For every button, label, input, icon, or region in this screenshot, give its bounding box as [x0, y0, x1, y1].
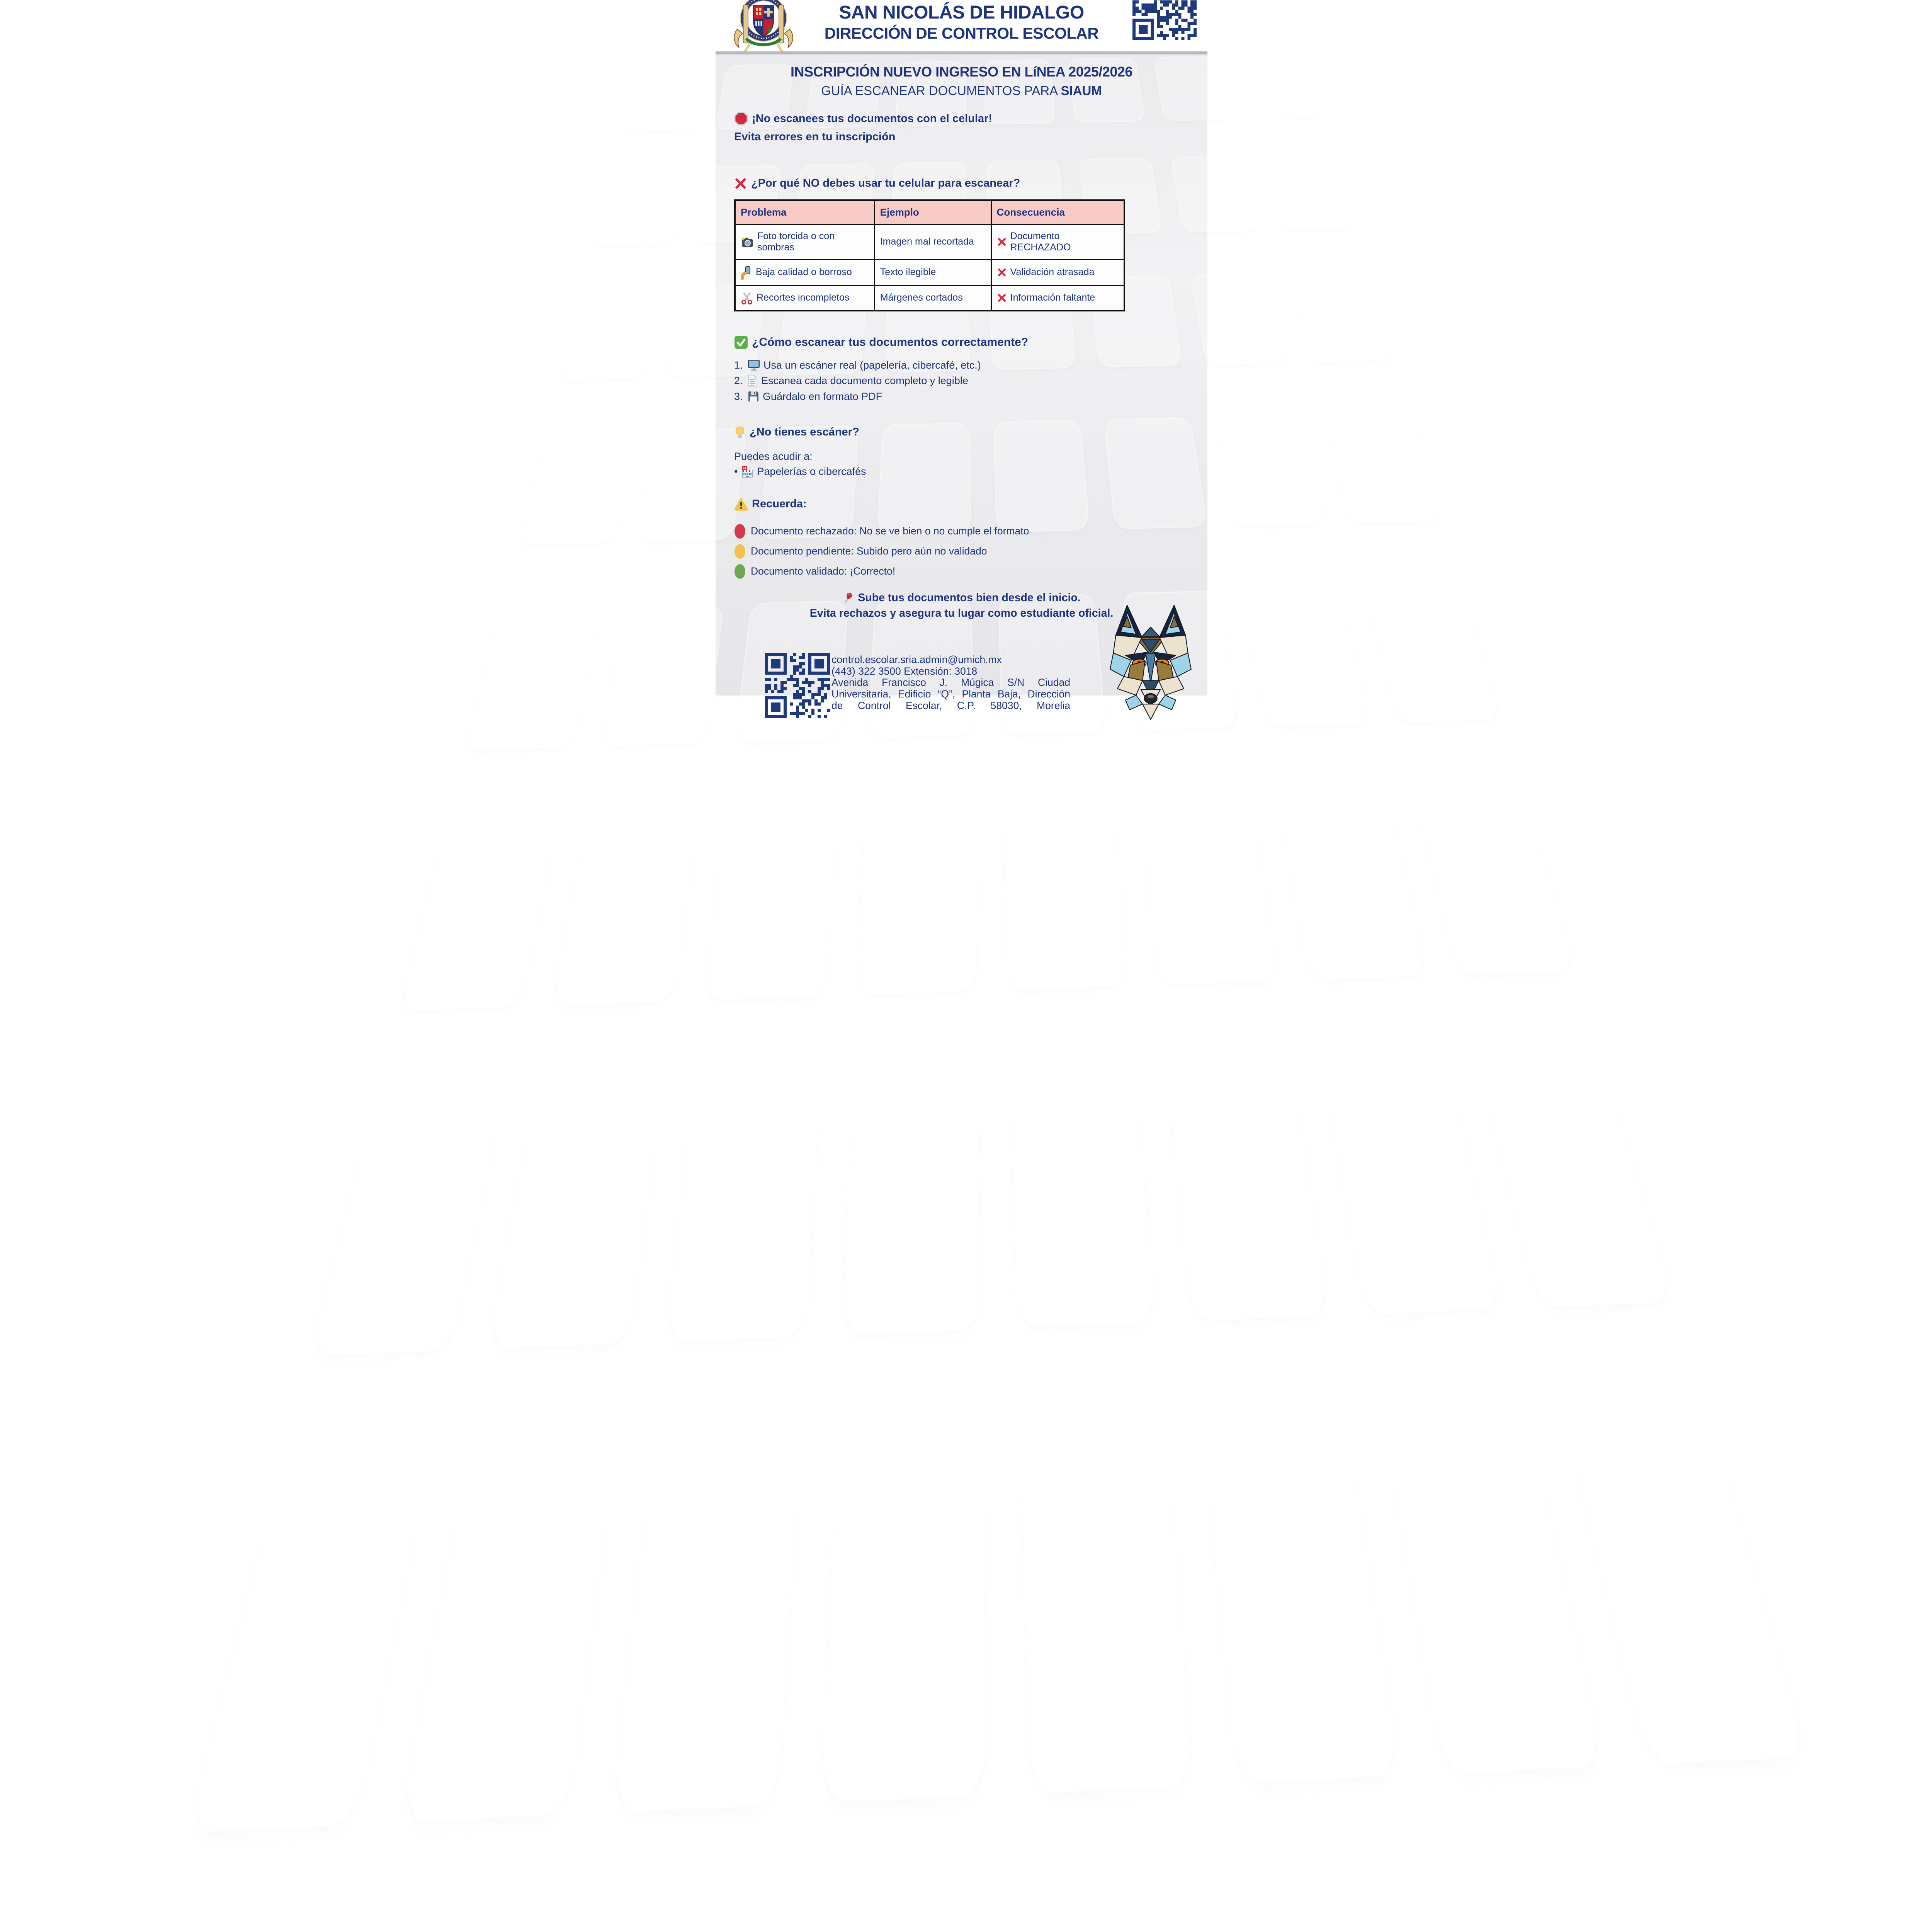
no-scanner-heading: ¿No tienes escáner? [750, 426, 859, 439]
contact-address-line1: Avenida Francisco J. Múgica S/N Ciudad [831, 677, 1070, 689]
list-item [734, 391, 1189, 403]
stop-sign-icon [734, 112, 748, 126]
hero-titles [734, 54, 1189, 98]
step-text: Escanea cada documento completo y legible [761, 375, 968, 387]
step-number: 3. [734, 390, 743, 402]
intro-line2: Evita errores en tu inscripción [734, 130, 896, 143]
flyer-page [716, 0, 1207, 711]
cta-line2: Evita rechazos y asegura tu lugar como estudiante oficial. [809, 607, 1114, 620]
red-cross-icon [734, 177, 747, 190]
cell-consecuencia: Validación atrasada [1010, 267, 1095, 278]
pushpin-icon [842, 592, 854, 604]
red-status-dot [734, 524, 746, 539]
col-header-ejemplo: Ejemplo [874, 200, 991, 224]
store-sign-text: 24 [743, 466, 746, 470]
document-icon [748, 375, 758, 387]
geometric-wolf-mascot-illustration [1102, 604, 1199, 719]
table-row [735, 259, 1124, 285]
contact-address-line3: de Control Escolar, C.P. 58030, Morelia [831, 699, 1070, 711]
green-check-icon [734, 335, 748, 349]
institution-name: SAN NICOLÁS DE HIDALGO [839, 2, 1084, 23]
no-scanner-intro: Puedes acudir a: [734, 450, 813, 462]
intro-warning [734, 110, 1189, 146]
step-text: Usa un escáner real (papelería, cibercafé, etc.) [763, 359, 981, 371]
bullet-marker: • [734, 465, 738, 477]
contact-phone: (443) 322 3500 Extensión: 3018 [831, 665, 978, 677]
yellow-status-dot [734, 544, 746, 559]
cell-problema: Foto torcida o con sombras [757, 230, 835, 253]
flyer-title: INSCRIPCIÓN NUEVO INGRESO EN LíNEA 2025/2026 [791, 64, 1132, 80]
status-legend [734, 524, 1189, 579]
scissors-icon [741, 292, 753, 304]
no-scanner-section [734, 426, 1189, 478]
why-heading: ¿Por qué NO debes usar tu celular para escanear? [751, 177, 1020, 190]
camera-flash-icon [741, 236, 754, 248]
subtitle-siaum: SIAUM [1061, 83, 1102, 98]
flyer-subtitle [734, 83, 1189, 98]
flyer-body [716, 54, 1207, 621]
cell-consecuencia: Documento RECHAZADO [1010, 230, 1071, 253]
list-item [734, 564, 1189, 579]
cell-problema: Recortes incompletos [757, 292, 850, 303]
qr-code-top [1132, 0, 1197, 40]
status-text: Documento pendiente: Subido pero aún no validado [751, 545, 987, 557]
floppy-disk-icon [748, 391, 759, 402]
desktop-computer-icon [748, 359, 760, 371]
col-header-problema: Problema [735, 200, 874, 224]
contact-email: control.escolar.sria.admin@umich.mx [831, 654, 1002, 665]
intro-line1: ¡No escanees tus documentos con el celular! [752, 112, 993, 125]
col-header-consecuencia: Consecuencia [991, 200, 1124, 224]
remember-heading: Recuerda: [752, 497, 807, 510]
red-cross-icon [997, 237, 1007, 247]
why-section [734, 177, 1189, 311]
cell-ejemplo: Márgenes cortados [880, 292, 963, 303]
cell-ejemplo: Imagen mal recortada [880, 236, 974, 247]
scan-steps-list [734, 359, 1189, 403]
step-number: 1. [734, 359, 743, 371]
cell-consecuencia: Información faltante [1010, 292, 1095, 303]
list-item [734, 375, 1189, 387]
selfie-phone-icon [741, 266, 752, 279]
status-text: Documento validado: ¡Correcto! [751, 565, 896, 577]
how-heading: ¿Cómo escanear tus documentos correctamente? [752, 335, 1029, 349]
red-cross-icon [997, 293, 1007, 303]
problems-table [734, 199, 1125, 311]
table-row [735, 285, 1124, 311]
list-item [734, 359, 1189, 371]
subtitle-text: GUÍA ESCANEAR DOCUMENTOS PARA [821, 83, 1061, 98]
cell-ejemplo: Texto ilegible [880, 267, 936, 278]
list-item [734, 466, 1189, 478]
convenience-store-icon [741, 466, 753, 478]
list-item [734, 544, 1189, 559]
contact-block [831, 655, 1070, 712]
qr-code-footer [765, 653, 830, 718]
remember-section [734, 498, 1189, 579]
contact-address-line2: Universitaria, Edificio “Q”, Planta Baja, Dirección [831, 688, 1070, 700]
step-number: 2. [734, 375, 743, 387]
list-item [734, 524, 1189, 539]
table-header-row [735, 200, 1124, 224]
university-crest-logo [725, 0, 802, 54]
step-text: Guárdalo en formato PDF [763, 390, 882, 402]
warning-triangle-icon [734, 498, 748, 510]
status-text: Documento rechazado: No se ve bien o no cumple el formato [751, 525, 1029, 537]
cell-problema: Baja calidad o borroso [756, 267, 852, 278]
divider-strip [716, 51, 1207, 54]
department-name: DIRECCIÓN DE CONTROL ESCOLAR [824, 24, 1099, 42]
green-status-dot [734, 564, 746, 579]
red-cross-icon [997, 267, 1007, 277]
table-row [735, 224, 1124, 259]
how-section [734, 335, 1189, 403]
bullet-text: Papelerías o cibercafés [757, 465, 866, 477]
cta-line1: Sube tus documentos bien desde el inicio. [858, 591, 1081, 604]
light-bulb-icon [734, 426, 746, 439]
